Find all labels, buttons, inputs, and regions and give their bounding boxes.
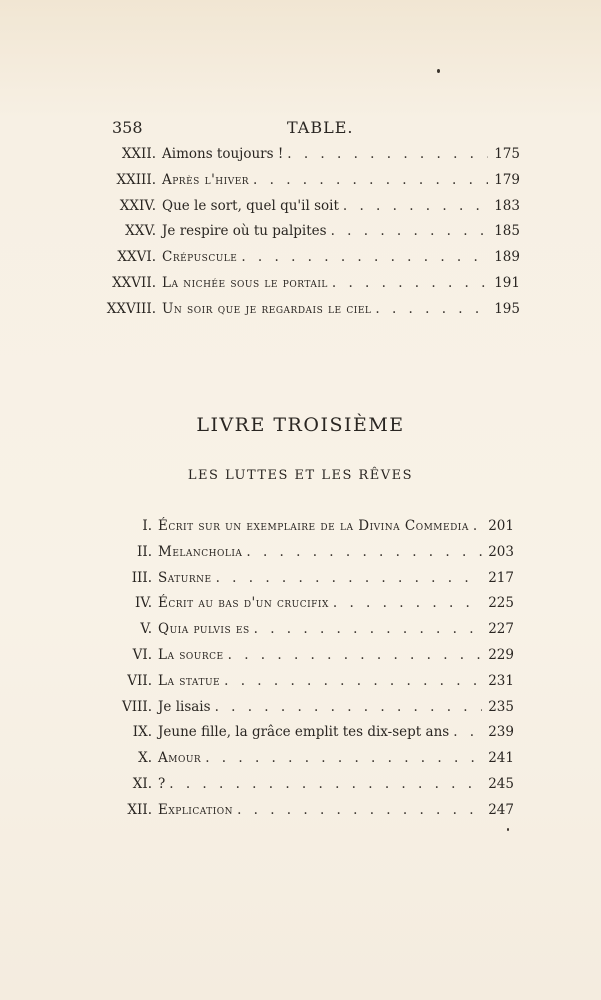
entry-page-number: 225 — [488, 595, 514, 612]
toc-entry — [100, 301, 520, 321]
toc-entry — [100, 750, 514, 770]
toc-entry — [100, 518, 514, 538]
dot-leader — [246, 544, 482, 560]
entry-page-number: 231 — [488, 672, 514, 689]
entry-number: XXII. — [121, 146, 156, 162]
entry-number: V. — [140, 621, 152, 638]
toc-entry — [100, 198, 520, 218]
entry-page-number: 247 — [488, 801, 514, 818]
toc-entry — [100, 776, 514, 796]
entry-number: XI. — [132, 776, 152, 792]
entry-page-number: 239 — [488, 724, 514, 741]
entry-title: Je lisais — [158, 698, 211, 715]
ink-speck — [507, 828, 509, 831]
entry-page-number: 203 — [488, 543, 514, 560]
entry-page-number: 179 — [494, 171, 520, 188]
entry-number: XXVI. — [117, 249, 156, 266]
dot-leader — [332, 275, 488, 291]
entry-page-number: 189 — [494, 249, 520, 266]
toc-entry — [100, 673, 514, 693]
entry-number: XXV. — [125, 223, 156, 240]
toc-entry — [100, 275, 520, 295]
ink-speck — [437, 69, 440, 73]
entry-page-number: 235 — [488, 698, 514, 715]
entry-page-number: 185 — [494, 223, 520, 240]
toc-entry — [100, 146, 520, 166]
entry-number: VIII. — [121, 698, 152, 715]
entry-number: VII. — [127, 672, 152, 689]
entry-title: Je respire où tu palpites — [162, 223, 327, 240]
entry-number: X. — [138, 750, 152, 767]
entry-page-number: 245 — [488, 776, 514, 792]
entry-title: La source — [158, 647, 224, 663]
dot-leader — [331, 223, 488, 239]
entry-title: Jeune fille, la grâce emplit tes dix-sept ans — [158, 724, 450, 741]
entry-title: Saturne — [158, 569, 212, 586]
entry-number: II. — [137, 543, 152, 560]
entry-number: XXIII. — [116, 171, 156, 188]
running-title: TABLE. — [287, 118, 354, 137]
entry-title: ? — [158, 776, 166, 792]
toc-entry — [100, 223, 520, 243]
entry-title: Quia pulvis es — [158, 621, 250, 638]
toc-entry — [100, 699, 514, 719]
entry-number: XII. — [127, 801, 152, 818]
page-header — [112, 118, 512, 138]
entry-page-number: 191 — [494, 275, 520, 291]
entry-title: Melancholia — [158, 543, 243, 560]
entry-page-number: 241 — [488, 750, 514, 767]
entry-page-number: 217 — [488, 569, 514, 586]
toc-entry — [100, 724, 514, 744]
entry-title: Crépuscule — [162, 249, 238, 266]
toc-entry — [100, 802, 514, 822]
dot-leader — [453, 724, 482, 740]
entry-number: VI. — [132, 647, 152, 663]
dot-leader — [254, 621, 482, 637]
entry-title: Écrit sur un exemplaire de la Divina Commedia — [158, 518, 469, 534]
toc-entry — [100, 544, 514, 564]
entry-title: Écrit au bas d'un crucifix — [158, 595, 329, 612]
dot-leader — [228, 647, 482, 663]
dot-leader — [287, 146, 488, 162]
entry-title: Un soir que je regardais le ciel — [162, 300, 372, 317]
dot-leader — [473, 518, 482, 534]
book-title: LIVRE TROISIÈME — [196, 414, 405, 436]
section-title: LES LUTTES ET LES RÊVES — [187, 468, 414, 483]
dot-leader — [205, 750, 482, 766]
dot-leader — [375, 301, 488, 317]
toc-entry — [100, 570, 514, 590]
entry-number: IV. — [134, 595, 152, 612]
entry-number: XXIV. — [119, 197, 156, 214]
toc-entry — [100, 595, 514, 615]
entry-title: Aimons toujours ! — [162, 146, 284, 162]
toc-entry — [100, 647, 514, 667]
entry-page-number: 175 — [494, 146, 520, 162]
entry-page-number: 183 — [494, 197, 520, 214]
entry-title: Explication — [158, 801, 234, 818]
dot-leader — [253, 172, 488, 188]
entry-title: Amour — [158, 750, 202, 767]
entry-title: La statue — [158, 672, 221, 689]
entry-number: III. — [131, 569, 152, 586]
entry-number: I. — [142, 518, 152, 534]
dot-leader — [169, 776, 482, 792]
entry-page-number: 201 — [488, 518, 514, 534]
dot-leader — [241, 249, 488, 265]
toc-entry — [100, 621, 514, 641]
page-number: 358 — [112, 118, 143, 137]
toc-entry — [100, 249, 520, 269]
entry-page-number: 229 — [488, 647, 514, 663]
entry-page-number: 227 — [488, 621, 514, 638]
entry-number: XXVIII. — [106, 300, 156, 317]
dot-leader — [215, 699, 482, 715]
entry-title: Que le sort, quel qu'il soit — [162, 197, 339, 214]
dot-leader — [343, 198, 488, 214]
entry-title: Après l'hiver — [162, 171, 250, 188]
dot-leader — [216, 570, 482, 586]
dot-leader — [237, 802, 482, 818]
entry-title: La nichée sous le portail — [162, 275, 328, 291]
entry-page-number: 195 — [494, 300, 520, 317]
dot-leader — [224, 673, 482, 689]
entry-number: IX. — [132, 724, 152, 741]
dot-leader — [333, 595, 482, 611]
entry-number: XXVII. — [112, 275, 156, 291]
toc-entry — [100, 172, 520, 192]
